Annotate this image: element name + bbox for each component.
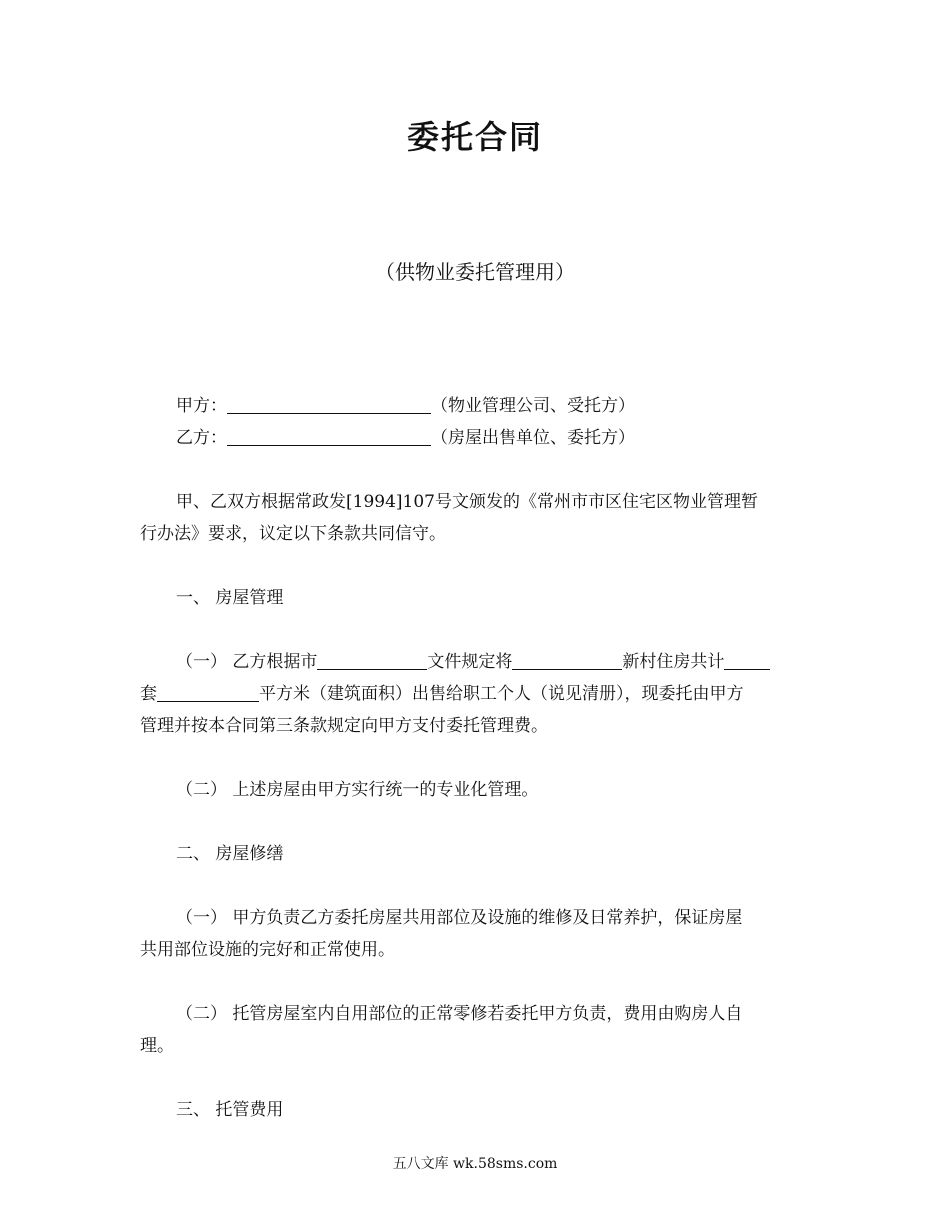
section-1-item-1-line-3: 管理并按本合同第三条款规定向甲方支付委托管理费。 bbox=[140, 716, 548, 736]
party-a-line bbox=[140, 390, 812, 422]
section-1-heading: 一、 房屋管理 bbox=[176, 588, 284, 608]
s1-item1-prefix: （一） 乙方根据市 bbox=[176, 652, 318, 672]
house-count-blank bbox=[724, 649, 770, 670]
intro-line-1: 甲、乙双方根据常政发[1994]107号文颁发的《常州市市区住宅区物业管理暂 bbox=[176, 492, 758, 512]
s1-item1-part4: 套 bbox=[140, 684, 157, 704]
s1-item1-part2: 文件规定将 bbox=[427, 652, 513, 672]
village-name-blank bbox=[512, 649, 622, 670]
document-body bbox=[140, 390, 812, 1126]
intro-line-2: 行办法》要求，议定以下条款共同信守。 bbox=[140, 524, 446, 544]
city-doc-blank bbox=[317, 649, 427, 670]
document-subtitle: （供物业委托管理用） bbox=[375, 260, 575, 284]
party-b-label: 乙方： bbox=[176, 428, 227, 448]
page-footer: 五八文库 wk.58sms.com bbox=[392, 1156, 558, 1172]
area-blank bbox=[157, 681, 259, 702]
section-2-heading: 二、 房屋修缮 bbox=[176, 844, 284, 864]
party-a-label: 甲方： bbox=[176, 396, 227, 416]
s1-item1-part3: 新村住房共计 bbox=[622, 652, 725, 672]
party-a-blank bbox=[227, 393, 431, 414]
section-2-item-2-line-1: （二） 托管房屋室内自用部位的正常零修若委托甲方负责，费用由购房人自 bbox=[176, 1004, 743, 1024]
party-b-note: （房屋出售单位、委托方） bbox=[431, 428, 635, 448]
section-2-item-2-line-2: 理。 bbox=[140, 1036, 174, 1056]
section-2-item-1-line-2: 共用部位设施的完好和正常使用。 bbox=[140, 940, 395, 960]
section-1-item-2: （二） 上述房屋由甲方实行统一的专业化管理。 bbox=[176, 780, 539, 800]
section-1-item-1-line-1 bbox=[140, 646, 812, 678]
s1-item1-part5: 平方米（建筑面积）出售给职工个人（说见清册），现委托由甲方 bbox=[259, 684, 744, 704]
party-b-blank bbox=[227, 425, 431, 446]
party-a-note: （物业管理公司、受托方） bbox=[431, 396, 635, 416]
section-3-heading: 三、 托管费用 bbox=[176, 1100, 284, 1120]
document-title: 委托合同 bbox=[406, 118, 543, 156]
party-b-line bbox=[140, 422, 812, 454]
section-2-item-1-line-1: （一） 甲方负责乙方委托房屋共用部位及设施的维修及日常养护，保证房屋 bbox=[176, 908, 743, 928]
section-1-item-1-line-2 bbox=[140, 678, 812, 710]
